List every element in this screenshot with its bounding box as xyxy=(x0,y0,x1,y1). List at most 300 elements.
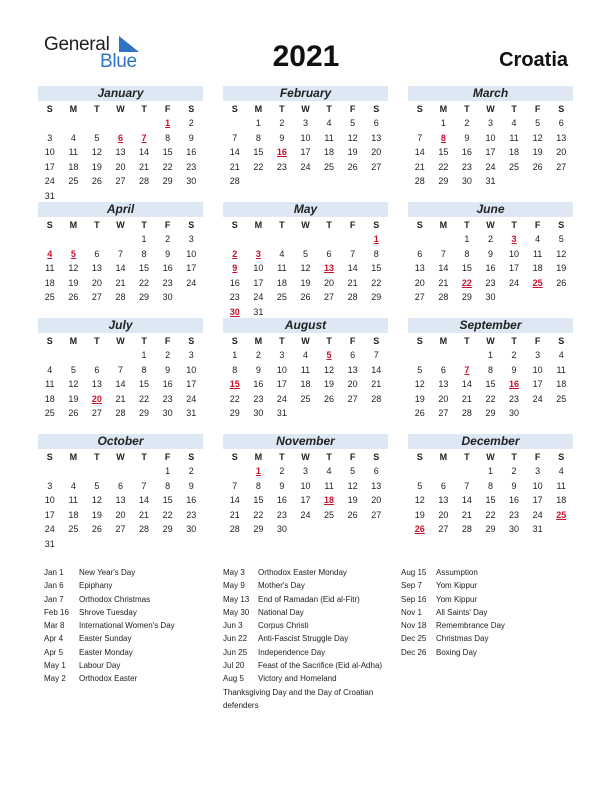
week-row xyxy=(408,232,573,247)
empty-day-cell xyxy=(317,522,341,537)
day-cell: 27 xyxy=(91,408,102,419)
empty-day-cell xyxy=(62,537,86,552)
day-cell: 11 xyxy=(532,248,543,259)
day-cell: 13 xyxy=(347,364,358,375)
day-cell: 29 xyxy=(438,176,449,187)
holiday-date: Jul 20 xyxy=(223,661,245,671)
holiday-day-cell: 2 xyxy=(232,248,238,259)
empty-day-cell xyxy=(270,232,294,247)
weekday-header: S xyxy=(373,220,380,230)
week-row xyxy=(408,290,573,305)
day-cell: 17 xyxy=(186,379,197,390)
empty-day-cell xyxy=(526,290,550,305)
day-cell: 29 xyxy=(162,176,173,187)
day-cell: 23 xyxy=(461,161,472,172)
holiday-item xyxy=(223,672,403,685)
week-row xyxy=(223,290,388,305)
weekday-header: F xyxy=(534,336,541,346)
weekday-header: T xyxy=(464,220,470,230)
holiday-name: Remembrance Day xyxy=(436,621,505,631)
day-cell: 23 xyxy=(276,161,287,172)
weekday-header-row xyxy=(408,102,573,116)
day-cell: 10 xyxy=(186,364,197,375)
day-cell: 26 xyxy=(347,509,358,520)
day-cell: 18 xyxy=(509,147,520,158)
day-cell: 11 xyxy=(45,263,55,274)
day-cell: 11 xyxy=(300,364,311,375)
week-row xyxy=(408,131,573,146)
day-cell: 9 xyxy=(511,364,517,375)
empty-day-cell xyxy=(455,464,479,479)
weekday-header: T xyxy=(94,336,100,346)
day-cell: 30 xyxy=(253,408,264,419)
day-cell: 5 xyxy=(535,118,541,128)
day-cell: 9 xyxy=(255,364,261,375)
day-cell: 13 xyxy=(556,132,567,143)
week-row xyxy=(223,276,388,291)
weekday-header: T xyxy=(326,220,332,230)
logo-general-text: General xyxy=(44,34,110,55)
empty-day-cell xyxy=(132,537,156,552)
week-row xyxy=(223,131,388,146)
day-cell: 7 xyxy=(417,132,423,143)
day-cell: 25 xyxy=(44,408,55,419)
holiday-date: May 2 xyxy=(44,674,66,684)
day-cell: 14 xyxy=(115,263,126,274)
day-cell: 23 xyxy=(509,393,520,404)
holiday-name: Shrove Tuesday xyxy=(79,607,137,617)
week-row xyxy=(223,392,388,407)
day-cell: 20 xyxy=(371,495,382,506)
day-cell: 18 xyxy=(44,277,55,288)
day-cell: 21 xyxy=(461,509,472,520)
month-august xyxy=(223,318,388,434)
day-cell: 8 xyxy=(141,364,147,375)
holiday-name: Yom Kippur xyxy=(436,581,478,591)
empty-day-cell xyxy=(223,464,247,479)
empty-day-cell xyxy=(408,116,432,131)
day-cell: 22 xyxy=(371,277,382,288)
day-cell: 17 xyxy=(300,147,311,158)
day-cell: 20 xyxy=(414,277,425,288)
day-cell: 2 xyxy=(165,350,171,360)
week-row xyxy=(223,508,388,523)
holiday-name: Victory and Homeland xyxy=(258,674,337,684)
day-cell: 18 xyxy=(556,379,567,390)
holiday-day-cell: 9 xyxy=(232,263,238,274)
day-cell: 24 xyxy=(300,161,311,172)
holiday-name: Independence Day xyxy=(258,647,326,657)
day-cell: 8 xyxy=(464,248,470,259)
day-cell: 12 xyxy=(414,379,425,390)
day-cell: 29 xyxy=(461,292,472,303)
day-cell: 14 xyxy=(115,379,126,390)
weekday-header: T xyxy=(326,452,332,462)
empty-day-cell xyxy=(549,290,573,305)
day-cell: 20 xyxy=(438,393,449,404)
day-cell: 16 xyxy=(186,495,197,506)
holiday-day-cell: 3 xyxy=(255,248,261,259)
holiday-continuation-note: Thanksgiving Day and the Day of Croatian defenders xyxy=(223,687,374,710)
week-row xyxy=(408,392,573,407)
weekday-header: F xyxy=(164,104,171,114)
day-cell: 9 xyxy=(165,248,171,259)
empty-day-cell xyxy=(408,464,432,479)
holiday-date: Nov 18 xyxy=(401,621,427,631)
week-row xyxy=(38,145,203,160)
empty-day-cell xyxy=(62,232,86,247)
holiday-date: Nov 1 xyxy=(401,607,422,617)
weekday-header: S xyxy=(188,336,195,346)
week-row xyxy=(408,174,573,189)
day-cell: 4 xyxy=(279,248,285,259)
day-cell: 23 xyxy=(186,161,197,172)
day-cell: 4 xyxy=(535,234,541,244)
day-cell: 27 xyxy=(324,292,335,303)
holiday-item xyxy=(223,606,403,619)
week-row xyxy=(223,406,388,421)
day-cell: 7 xyxy=(141,480,147,491)
week-row xyxy=(408,348,573,363)
day-cell: 9 xyxy=(279,480,285,491)
day-cell: 13 xyxy=(438,379,449,390)
holiday-date: Mar 8 xyxy=(44,621,65,631)
day-cell: 3 xyxy=(47,480,53,491)
weekday-header: W xyxy=(301,104,310,114)
empty-day-cell xyxy=(317,406,341,421)
day-cell: 31 xyxy=(532,524,543,535)
empty-day-cell xyxy=(549,406,573,421)
day-cell: 3 xyxy=(302,118,308,128)
day-cell: 5 xyxy=(350,466,356,476)
day-cell: 30 xyxy=(509,524,520,535)
holiday-date: Feb 16 xyxy=(44,607,69,617)
holiday-item xyxy=(223,646,403,659)
day-cell: 21 xyxy=(139,509,150,520)
day-cell: 1 xyxy=(487,466,493,476)
day-cell: 22 xyxy=(253,161,264,172)
day-cell: 28 xyxy=(461,524,472,535)
week-row xyxy=(408,377,573,392)
week-row xyxy=(38,261,203,276)
empty-day-cell xyxy=(455,348,479,363)
day-cell: 17 xyxy=(44,161,55,172)
week-row xyxy=(223,348,388,363)
weekday-header: S xyxy=(231,220,238,230)
day-cell: 14 xyxy=(461,379,472,390)
day-cell: 23 xyxy=(509,509,520,520)
weekday-header: S xyxy=(416,336,423,346)
weekday-header: M xyxy=(69,104,78,114)
weekday-header: T xyxy=(326,104,332,114)
day-cell: 3 xyxy=(302,466,308,476)
day-cell: 10 xyxy=(44,147,55,158)
weekday-header: F xyxy=(349,104,356,114)
weekday-header: F xyxy=(534,452,541,462)
weekday-header: S xyxy=(46,336,53,346)
holiday-name: Mother's Day xyxy=(258,581,305,591)
day-cell: 14 xyxy=(371,364,382,375)
day-cell: 31 xyxy=(276,408,287,419)
holiday-name: All Saints' Day xyxy=(436,607,488,617)
month-march xyxy=(408,86,573,202)
day-cell: 12 xyxy=(347,132,358,143)
day-cell: 16 xyxy=(253,379,264,390)
day-cell: 8 xyxy=(373,248,379,259)
holiday-date: May 9 xyxy=(223,581,245,591)
weekday-header: S xyxy=(46,452,53,462)
week-row xyxy=(38,116,203,131)
day-cell: 20 xyxy=(91,277,102,288)
week-row xyxy=(223,247,388,262)
holiday-date: Jan 1 xyxy=(44,568,64,577)
holiday-date: Aug 15 xyxy=(401,568,427,577)
week-row xyxy=(223,479,388,494)
day-cell: 19 xyxy=(91,509,102,520)
holiday-name: Easter Sunday xyxy=(79,634,132,644)
day-cell: 22 xyxy=(139,393,150,404)
day-cell: 11 xyxy=(509,132,519,143)
day-cell: 12 xyxy=(91,495,102,506)
day-cell: 9 xyxy=(188,132,194,143)
empty-day-cell xyxy=(341,174,365,189)
weekday-header: W xyxy=(116,104,125,114)
day-cell: 10 xyxy=(509,248,520,259)
day-cell: 30 xyxy=(276,524,287,535)
holiday-name: Orthodox Easter Monday xyxy=(258,568,347,577)
day-cell: 18 xyxy=(68,161,79,172)
empty-day-cell xyxy=(432,348,456,363)
week-row xyxy=(38,406,203,421)
day-cell: 24 xyxy=(44,176,55,187)
day-cell: 13 xyxy=(115,147,126,158)
empty-day-cell xyxy=(156,537,180,552)
day-cell: 25 xyxy=(276,292,287,303)
weekday-header-row xyxy=(408,218,573,232)
week-row xyxy=(223,522,388,537)
holiday-item xyxy=(223,632,403,645)
day-cell: 25 xyxy=(509,161,520,172)
day-cell: 23 xyxy=(186,509,197,520)
day-cell: 18 xyxy=(276,277,287,288)
weekday-header: W xyxy=(116,336,125,346)
holiday-name: End of Ramadan (Eid al-Fitr) xyxy=(258,594,360,604)
day-cell: 15 xyxy=(253,495,264,506)
holiday-name: Christmas Day xyxy=(436,634,489,644)
empty-day-cell xyxy=(341,522,365,537)
empty-day-cell xyxy=(109,537,133,552)
holiday-date: Jun 3 xyxy=(223,621,243,631)
day-cell: 5 xyxy=(417,480,423,491)
empty-day-cell xyxy=(109,348,133,363)
day-cell: 6 xyxy=(373,118,379,128)
weekday-header: S xyxy=(46,220,53,230)
logo xyxy=(44,34,144,74)
holiday-day-cell: 7 xyxy=(464,364,470,375)
week-row xyxy=(408,508,573,523)
day-cell: 25 xyxy=(324,509,335,520)
holiday-day-cell: 16 xyxy=(509,379,520,390)
holiday-day-cell: 1 xyxy=(165,118,171,128)
holiday-name: Epiphany xyxy=(79,581,113,591)
empty-day-cell xyxy=(432,464,456,479)
day-cell: 29 xyxy=(139,408,150,419)
empty-day-cell xyxy=(62,348,86,363)
empty-day-cell xyxy=(179,537,203,552)
day-cell: 27 xyxy=(91,292,102,303)
week-row xyxy=(223,261,388,276)
day-cell: 23 xyxy=(253,393,264,404)
day-cell: 27 xyxy=(438,408,449,419)
day-cell: 11 xyxy=(556,364,566,375)
empty-day-cell xyxy=(38,116,62,131)
day-cell: 4 xyxy=(70,132,76,143)
week-row xyxy=(38,392,203,407)
holiday-date: May 1 xyxy=(44,661,66,671)
holiday-name: Orthodox Christmas xyxy=(79,594,151,604)
empty-day-cell xyxy=(85,116,109,131)
week-row xyxy=(38,377,203,392)
day-cell: 28 xyxy=(229,524,240,535)
empty-day-cell xyxy=(132,464,156,479)
holiday-day-cell: 5 xyxy=(70,248,76,259)
holiday-date: Dec 25 xyxy=(401,634,427,644)
weekday-header: S xyxy=(188,452,195,462)
day-cell: 5 xyxy=(94,480,100,491)
day-cell: 20 xyxy=(438,509,449,520)
day-cell: 4 xyxy=(558,350,564,360)
day-cell: 1 xyxy=(487,350,493,360)
day-cell: 11 xyxy=(68,495,79,506)
weekday-header: S xyxy=(231,104,238,114)
empty-day-cell xyxy=(85,348,109,363)
weekday-header: M xyxy=(254,452,263,462)
day-cell: 15 xyxy=(371,263,382,274)
holiday-name: Yom Kippur xyxy=(436,594,478,604)
day-cell: 23 xyxy=(485,277,496,288)
year-title: 2021 xyxy=(272,40,340,73)
empty-day-cell xyxy=(109,116,133,131)
weekday-header: M xyxy=(254,336,263,346)
day-cell: 8 xyxy=(255,480,261,491)
weekday-header: T xyxy=(464,336,470,346)
week-row xyxy=(223,377,388,392)
weekday-header: S xyxy=(373,336,380,346)
weekday-header: M xyxy=(439,104,448,114)
month-title: October xyxy=(38,434,203,449)
day-cell: 13 xyxy=(371,480,382,491)
day-cell: 21 xyxy=(438,277,449,288)
holiday-day-cell: 4 xyxy=(47,248,53,259)
week-row xyxy=(223,464,388,479)
day-cell: 12 xyxy=(68,379,79,390)
empty-day-cell xyxy=(247,232,271,247)
week-row xyxy=(38,522,203,537)
weekday-header-row xyxy=(408,334,573,348)
week-row xyxy=(408,160,573,175)
months-grid xyxy=(38,86,574,550)
empty-day-cell xyxy=(408,348,432,363)
day-cell: 2 xyxy=(255,350,261,360)
week-row xyxy=(408,276,573,291)
week-row xyxy=(223,145,388,160)
holiday-name: National Day xyxy=(258,607,304,617)
day-cell: 11 xyxy=(45,379,55,390)
weekday-header-row xyxy=(38,218,203,232)
day-cell: 2 xyxy=(279,466,285,476)
month-november xyxy=(223,434,388,550)
holiday-date: Apr 5 xyxy=(44,647,64,657)
empty-day-cell xyxy=(294,406,318,421)
day-cell: 30 xyxy=(186,524,197,535)
day-cell: 16 xyxy=(461,147,472,158)
week-row xyxy=(223,160,388,175)
day-cell: 3 xyxy=(188,234,194,244)
weekday-header: W xyxy=(486,220,495,230)
day-cell: 24 xyxy=(276,393,287,404)
day-cell: 19 xyxy=(347,495,358,506)
day-cell: 9 xyxy=(279,132,285,143)
day-cell: 5 xyxy=(94,132,100,143)
day-cell: 19 xyxy=(556,263,567,274)
holiday-name: Assumption xyxy=(436,568,478,577)
empty-day-cell xyxy=(364,406,388,421)
day-cell: 27 xyxy=(556,161,567,172)
weekday-header: T xyxy=(511,104,517,114)
day-cell: 6 xyxy=(558,118,564,128)
day-cell: 24 xyxy=(509,277,520,288)
day-cell: 3 xyxy=(535,466,541,476)
day-cell: 5 xyxy=(558,234,564,244)
day-cell: 27 xyxy=(347,393,358,404)
day-cell: 21 xyxy=(371,379,382,390)
page-header xyxy=(0,0,612,80)
holiday-day-cell: 26 xyxy=(414,524,425,535)
weekday-header: W xyxy=(301,452,310,462)
day-cell: 16 xyxy=(229,277,240,288)
day-cell: 26 xyxy=(91,524,102,535)
day-cell: 13 xyxy=(438,495,449,506)
day-cell: 28 xyxy=(115,292,126,303)
day-cell: 17 xyxy=(532,379,543,390)
day-cell: 29 xyxy=(253,524,264,535)
day-cell: 21 xyxy=(347,277,358,288)
holiday-day-cell: 15 xyxy=(229,379,240,390)
weekday-header: S xyxy=(188,104,195,114)
day-cell: 25 xyxy=(68,176,79,187)
month-title: June xyxy=(408,202,573,217)
empty-day-cell xyxy=(526,174,550,189)
day-cell: 13 xyxy=(91,379,102,390)
day-cell: 27 xyxy=(414,292,425,303)
month-title: April xyxy=(38,202,203,217)
weekday-header: F xyxy=(164,220,171,230)
day-cell: 1 xyxy=(141,350,147,360)
holiday-day-cell: 7 xyxy=(141,132,147,143)
empty-day-cell xyxy=(526,406,550,421)
weekday-header: M xyxy=(69,452,78,462)
day-cell: 16 xyxy=(276,495,287,506)
day-cell: 20 xyxy=(324,277,335,288)
holiday-date: May 13 xyxy=(223,594,250,604)
day-cell: 24 xyxy=(186,393,197,404)
week-row xyxy=(408,479,573,494)
day-cell: 25 xyxy=(300,393,311,404)
day-cell: 7 xyxy=(440,248,446,259)
day-cell: 24 xyxy=(44,524,55,535)
day-cell: 15 xyxy=(485,379,496,390)
holiday-item xyxy=(223,593,403,606)
